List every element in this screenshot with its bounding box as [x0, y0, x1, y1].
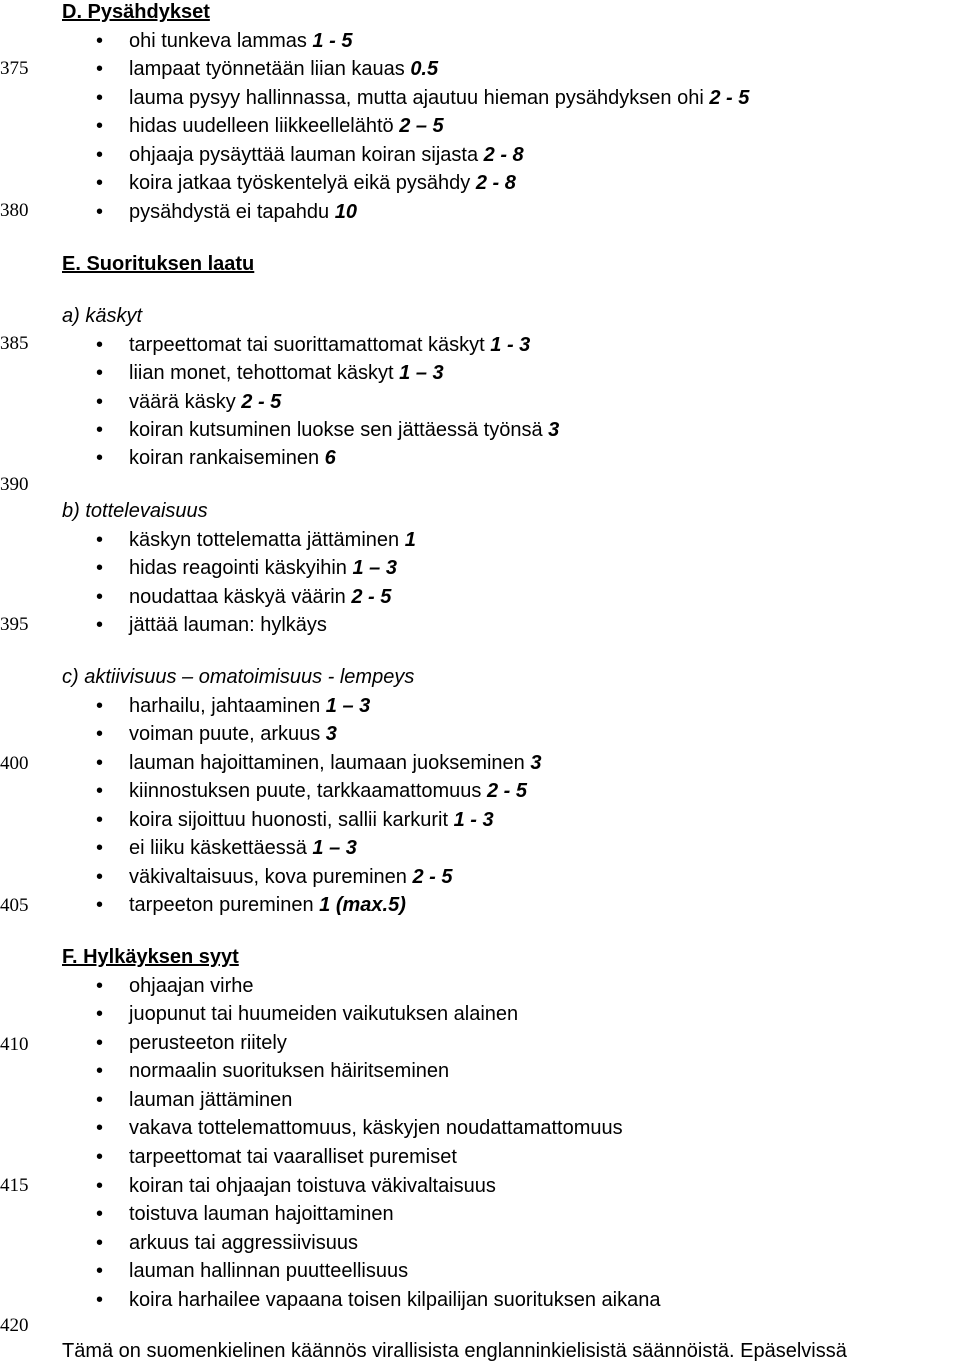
item-text: väkivaltaisuus, kova pureminen: [129, 866, 413, 888]
bullet-icon: •: [96, 58, 104, 80]
item-text: vakava tottelemattomuus, käskyjen noudattamattomuus: [129, 1117, 623, 1139]
line-number: 420: [0, 1315, 29, 1336]
item-text: ohjaaja pysäyttää lauman koiran sijasta: [129, 144, 484, 166]
item-text: normaalin suorituksen häiritseminen: [129, 1060, 450, 1082]
line-number: 410: [0, 1034, 29, 1055]
score: 2 – 5: [399, 115, 444, 137]
line-number: 405: [0, 895, 29, 916]
item-text: koiran tai ohjaajan toistuva väkivaltaisuus: [129, 1175, 496, 1197]
score: 1 – 3: [352, 557, 397, 579]
score: 1 - 5: [312, 30, 353, 52]
bullet-icon: •: [96, 1117, 104, 1139]
bullet-icon: •: [96, 172, 104, 194]
bullet-icon: •: [96, 334, 104, 356]
score: 1 (max.5): [319, 894, 406, 916]
item-text: hidas reagointi käskyihin: [129, 557, 353, 579]
item-text: tarpeeton pureminen: [129, 894, 320, 916]
score: 2 - 5: [709, 87, 750, 109]
item-text: liian monet, tehottomat käskyt: [129, 362, 400, 384]
score: 3: [548, 419, 560, 441]
item-text: harhailu, jahtaaminen: [129, 695, 326, 717]
bullet-icon: •: [96, 30, 104, 52]
score: 2 - 8: [475, 172, 516, 194]
bullet-icon: •: [96, 1175, 104, 1197]
subsection-heading-c: c) aktiivisuus – omatoimisuus - lempeys: [62, 666, 415, 688]
item-text: hidas uudelleen liikkeellelähtö: [129, 115, 400, 137]
item-text: ohjaajan virhe: [129, 975, 254, 997]
line-number: 375: [0, 58, 29, 79]
item-text: tarpeettomat tai vaaralliset puremiset: [129, 1146, 457, 1168]
item-text: väärä käsky: [129, 391, 242, 413]
bullet-icon: •: [96, 557, 104, 579]
item-text: koira harhailee vapaana toisen kilpailijan suorituksen aikana: [129, 1289, 661, 1311]
line-number: 385: [0, 333, 29, 354]
bullet-icon: •: [96, 1060, 104, 1082]
bullet-icon: •: [96, 1203, 104, 1225]
bullet-icon: •: [96, 1032, 104, 1054]
score: 1 - 3: [490, 334, 531, 356]
item-text: toistuva lauman hajoittaminen: [129, 1203, 394, 1225]
bullet-icon: •: [96, 419, 104, 441]
line-number: 415: [0, 1175, 29, 1196]
item-text: koiran kutsuminen luokse sen jättäessä työnsä: [129, 419, 549, 441]
score: 2 - 8: [483, 144, 524, 166]
subsection-heading-b: b) tottelevaisuus: [62, 500, 208, 522]
bullet-icon: •: [96, 695, 104, 717]
item-text: koiran rankaiseminen: [129, 447, 325, 469]
bullet-icon: •: [96, 144, 104, 166]
bullet-icon: •: [96, 752, 104, 774]
footer-text: Tämä on suomenkielinen käännös virallisista englanninkielisistä säännöistä. Epäselvissä: [62, 1340, 847, 1362]
item-text: koira sijoittuu huonosti, sallii karkurit: [129, 809, 454, 831]
bullet-icon: •: [96, 586, 104, 608]
bullet-icon: •: [96, 837, 104, 859]
bullet-icon: •: [96, 780, 104, 802]
bullet-icon: •: [96, 1289, 104, 1311]
bullet-icon: •: [96, 201, 104, 223]
score: 1 – 3: [399, 362, 444, 384]
item-text: lauma pysyy hallinnassa, mutta ajautuu hieman pysähdyksen ohi: [129, 87, 710, 109]
score: 1 – 3: [312, 837, 357, 859]
item-text: tarpeettomat tai suorittamattomat käskyt: [129, 334, 491, 356]
score: 2 - 5: [486, 780, 527, 802]
item-text: käskyn tottelematta jättäminen: [129, 529, 405, 551]
item-text: ei liiku käskettäessä: [129, 837, 313, 859]
item-text: pysähdystä ei tapahdu: [129, 201, 335, 223]
score: 0.5: [410, 58, 439, 80]
score: 2 - 5: [412, 866, 453, 888]
bullet-icon: •: [96, 723, 104, 745]
score: 2 - 5: [241, 391, 282, 413]
item-text: arkuus tai aggressiivisuus: [129, 1232, 358, 1254]
item-text: lampaat työnnetään liian kauas: [129, 58, 411, 80]
score: 3: [530, 752, 542, 774]
line-number: 400: [0, 753, 29, 774]
score: 10: [334, 201, 357, 223]
item-text: koira jatkaa työskentelyä eikä pysähdy: [129, 172, 476, 194]
bullet-icon: •: [96, 391, 104, 413]
section-heading-d: D. Pysähdykset: [62, 1, 210, 23]
item-text: perusteeton riitely: [129, 1032, 287, 1054]
item-text: jättää lauman: hylkäys: [129, 614, 327, 636]
bullet-icon: •: [96, 529, 104, 551]
score: 1 - 3: [453, 809, 494, 831]
subsection-heading-a: a) käskyt: [62, 305, 143, 327]
bullet-icon: •: [96, 975, 104, 997]
item-text: juopunut tai huumeiden vaikutuksen alainen: [129, 1003, 519, 1025]
line-number: 390: [0, 474, 29, 495]
line-number: 380: [0, 200, 29, 221]
bullet-icon: •: [96, 809, 104, 831]
item-text: ohi tunkeva lammas: [129, 30, 313, 52]
bullet-icon: •: [96, 1003, 104, 1025]
bullet-icon: •: [96, 1232, 104, 1254]
line-number: 395: [0, 614, 29, 635]
item-text: lauman hajoittaminen, laumaan juokseminen: [129, 752, 531, 774]
bullet-icon: •: [96, 115, 104, 137]
score: 1: [404, 529, 416, 551]
bullet-icon: •: [96, 894, 104, 916]
section-heading-f: F. Hylkäyksen syyt: [62, 946, 239, 968]
bullet-icon: •: [96, 866, 104, 888]
bullet-icon: •: [96, 1260, 104, 1282]
score: 1 – 3: [325, 695, 371, 717]
bullet-icon: •: [96, 362, 104, 384]
bullet-icon: •: [96, 447, 104, 469]
bullet-icon: •: [96, 614, 104, 636]
item-text: kiinnostuksen puute, tarkkaamattomuus: [129, 780, 487, 802]
bullet-icon: •: [96, 1089, 104, 1111]
score: 2 - 5: [351, 586, 392, 608]
item-text: lauman jättäminen: [129, 1089, 293, 1111]
section-heading-e: E. Suorituksen laatu: [62, 253, 255, 275]
bullet-icon: •: [96, 87, 104, 109]
item-text: noudattaa käskyä väärin: [129, 586, 352, 608]
score: 6: [324, 447, 336, 469]
item-text: voiman puute, arkuus: [129, 723, 326, 745]
bullet-icon: •: [96, 1146, 104, 1168]
score: 3: [325, 723, 337, 745]
item-text: lauman hallinnan puutteellisuus: [129, 1260, 409, 1282]
